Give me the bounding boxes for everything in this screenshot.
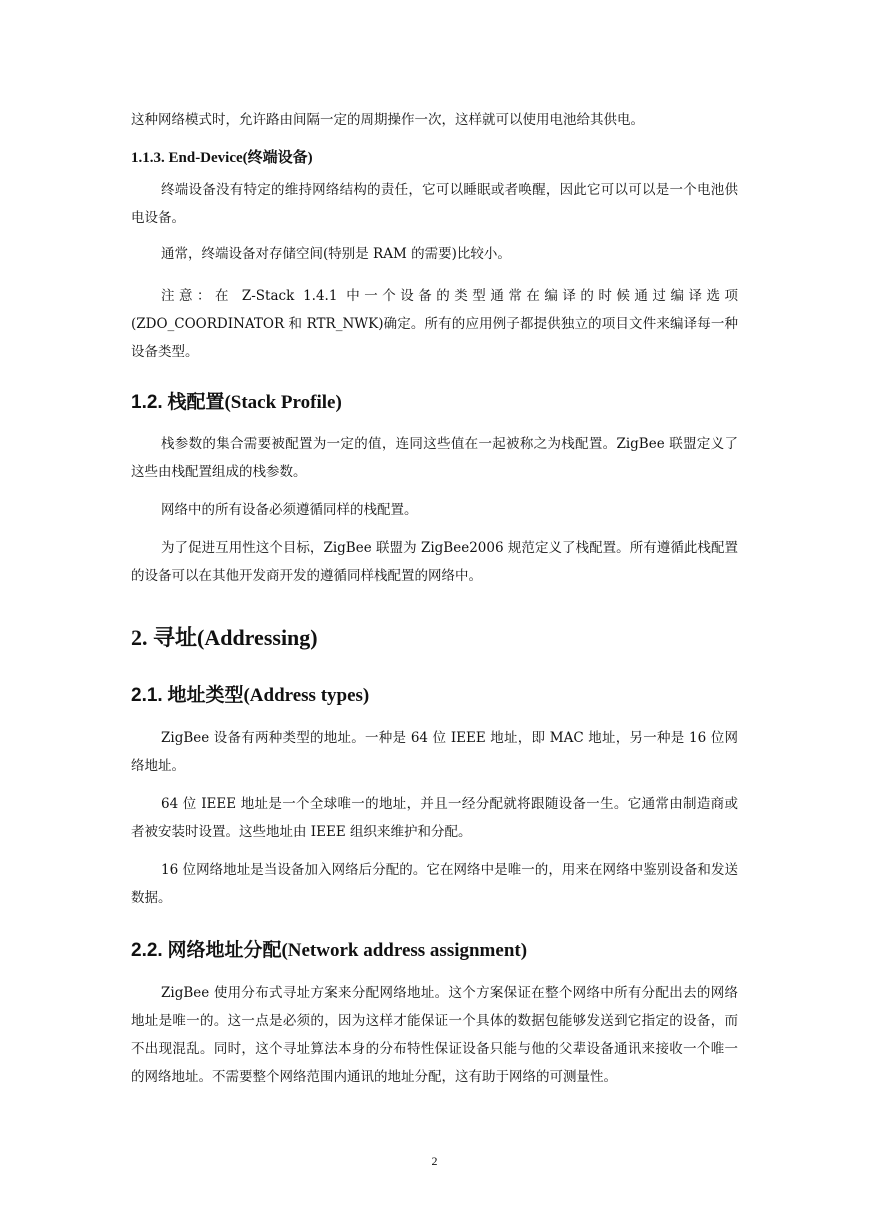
section-1-2-number: 1.2. — [131, 392, 163, 413]
section-2-heading: 2. 寻址(Addressing) — [131, 625, 318, 650]
section-1-2-paragraph-1: 栈参数的集合需要被配置为一定的值，连同这些值在一起被称之为栈配置。ZigBee 联盟定义了这些由栈配置组成的栈参数。 — [131, 436, 738, 480]
section-2-1-title: 地址类型(Address types) — [162, 685, 370, 706]
section-2-1-paragraph-1: ZigBee 设备有两种类型的地址。一种是 64 位 IEEE 地址，即 MAC 地址，另一种是 16 位网络地址。 — [131, 730, 738, 774]
section-2-2-number: 2.2. — [131, 940, 163, 961]
section-1-1-3-heading: 1.1.3. End-Device(终端设备) — [131, 150, 313, 166]
section-2-2-heading — [131, 937, 738, 965]
page-number: 2 — [431, 1154, 438, 1168]
section-2-1-paragraph-3: 16 位网络地址是当设备加入网络后分配的。它在网络中是唯一的，用来在网络中鉴别设备和发送数据。 — [131, 862, 738, 906]
section-1-2-title: 栈配置(Stack Profile) — [162, 392, 342, 413]
section-2-1-paragraph-2: 64 位 IEEE 地址是一个全球唯一的地址，并且一经分配就将跟随设备一生。它通常由制造商或者被安装时设置。这些地址由 IEEE 组织来维护和分配。 — [131, 796, 738, 840]
section-2-1-number: 2.1. — [131, 685, 163, 706]
section-2-1-heading — [131, 682, 738, 710]
section-2-2-title: 网络地址分配(Network address assignment) — [162, 940, 528, 961]
section-1-2-paragraph-2: 网络中的所有设备必须遵循同样的栈配置。 — [161, 502, 418, 518]
section-1-2-paragraph-3: 为了促进互用性这个目标，ZigBee 联盟为 ZigBee2006 规范定义了栈配置。所有遵循此栈配置的设备可以在其他开发商开发的遵循同样栈配置的网络中。 — [131, 540, 738, 584]
section-2-2-paragraph-1: ZigBee 使用分布式寻址方案来分配网络地址。这个方案保证在整个网络中所有分配出去的网络地址是唯一的。这一点是必须的，因为这样才能保证一个具体的数据包能够发送到它指定的设备，而不出现混乱。同时，这个寻址算法本身的分布特性保证设备只能与他的父辈设备通讯来接收一个唯一的网络地址。不需要整个网络范围内通讯的地址分配，这有助于网络的可测量性。 — [131, 985, 738, 1085]
section-1-2-heading — [131, 389, 738, 417]
intro-paragraph: 这种网络模式时，允许路由间隔一定的周期操作一次，这样就可以使用电池给其供电。 — [131, 112, 644, 128]
section-1-1-3-paragraph-1: 终端设备没有特定的维持网络结构的责任，它可以睡眠或者唤醒，因此它可以可以是一个电池供电设备。 — [131, 182, 738, 226]
section-1-1-3-paragraph-2: 通常，终端设备对存储空间(特别是 RAM 的需要)比较小。 — [161, 246, 511, 262]
section-1-1-3-paragraph-3: 注意：在 Z-Stack 1.4.1 中一个设备的类型通常在编译的时候通过编译选项(ZDO_COORDINATOR 和 RTR_NWK)确定。所有的应用例子都提供独立的项目文件来编译每一种设备类型。 — [131, 288, 738, 360]
